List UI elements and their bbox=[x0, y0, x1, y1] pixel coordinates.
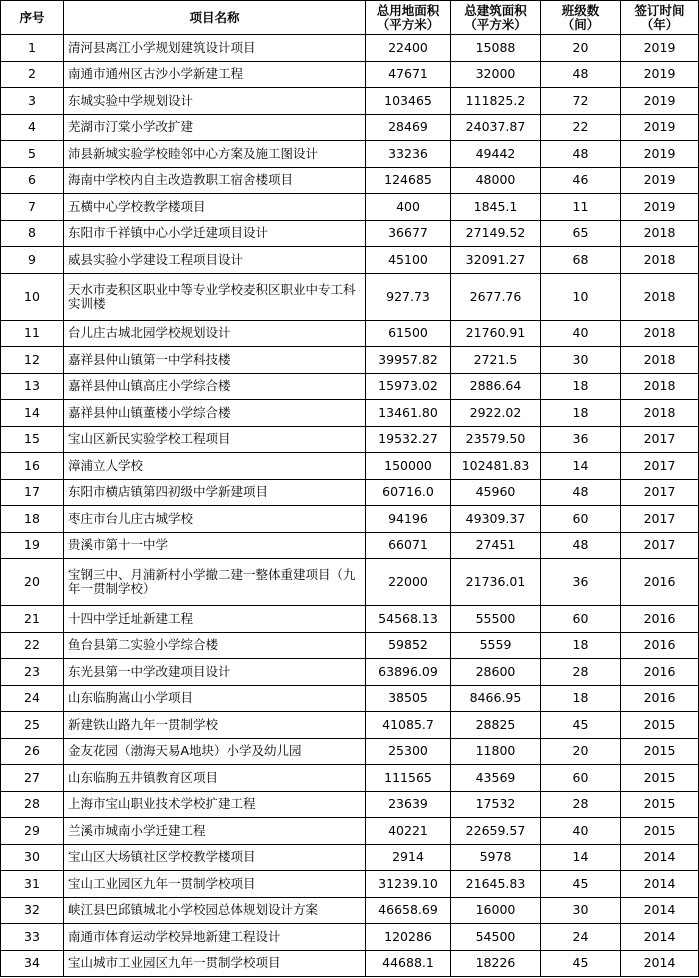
cell-land-area: 47671 bbox=[366, 61, 451, 88]
cell-land-area: 28469 bbox=[366, 114, 451, 141]
table-row bbox=[1, 114, 699, 141]
cell-build-area: 43569 bbox=[451, 765, 541, 792]
cell-build-area: 49442 bbox=[451, 141, 541, 168]
cell-year: 2017 bbox=[621, 479, 699, 506]
cell-name: 嘉祥县仲山镇第一中学科技楼 bbox=[64, 347, 366, 374]
cell-build-area: 21736.01 bbox=[451, 559, 541, 606]
cell-year: 2019 bbox=[621, 194, 699, 221]
table-row bbox=[1, 765, 699, 792]
cell-no: 26 bbox=[1, 738, 64, 765]
table-row bbox=[1, 606, 699, 633]
cell-name: 宝山区大场镇社区学校教学楼项目 bbox=[64, 844, 366, 871]
cell-name: 嘉祥县仲山镇董楼小学综合楼 bbox=[64, 400, 366, 427]
cell-build-area: 5978 bbox=[451, 844, 541, 871]
cell-classes: 46 bbox=[541, 167, 621, 194]
cell-land-area: 22000 bbox=[366, 559, 451, 606]
cell-classes: 18 bbox=[541, 373, 621, 400]
cell-land-area: 120286 bbox=[366, 924, 451, 951]
cell-land-area: 36677 bbox=[366, 220, 451, 247]
cell-name: 枣庄市台儿庄古城学校 bbox=[64, 506, 366, 533]
cell-no: 5 bbox=[1, 141, 64, 168]
cell-no: 4 bbox=[1, 114, 64, 141]
cell-no: 14 bbox=[1, 400, 64, 427]
cell-year: 2019 bbox=[621, 35, 699, 62]
cell-land-area: 15973.02 bbox=[366, 373, 451, 400]
cell-build-area: 2721.5 bbox=[451, 347, 541, 374]
cell-classes: 65 bbox=[541, 220, 621, 247]
table-row bbox=[1, 220, 699, 247]
cell-build-area: 17532 bbox=[451, 791, 541, 818]
table-row bbox=[1, 818, 699, 845]
cell-build-area: 15088 bbox=[451, 35, 541, 62]
table-row bbox=[1, 924, 699, 951]
cell-land-area: 61500 bbox=[366, 320, 451, 347]
table-row bbox=[1, 632, 699, 659]
cell-land-area: 22400 bbox=[366, 35, 451, 62]
cell-no: 30 bbox=[1, 844, 64, 871]
cell-no: 27 bbox=[1, 765, 64, 792]
cell-classes: 22 bbox=[541, 114, 621, 141]
cell-year: 2014 bbox=[621, 871, 699, 898]
cell-land-area: 23639 bbox=[366, 791, 451, 818]
cell-classes: 36 bbox=[541, 559, 621, 606]
cell-name: 嘉祥县仲山镇高庄小学综合楼 bbox=[64, 373, 366, 400]
header-build-area: 总建筑面积 （平方米） bbox=[451, 1, 541, 35]
table-row bbox=[1, 506, 699, 533]
cell-year: 2018 bbox=[621, 400, 699, 427]
cell-land-area: 66071 bbox=[366, 532, 451, 559]
cell-year: 2017 bbox=[621, 506, 699, 533]
cell-classes: 18 bbox=[541, 685, 621, 712]
cell-year: 2014 bbox=[621, 844, 699, 871]
cell-land-area: 927.73 bbox=[366, 273, 451, 320]
cell-year: 2018 bbox=[621, 347, 699, 374]
cell-name: 山东临朐嵩山小学项目 bbox=[64, 685, 366, 712]
cell-classes: 18 bbox=[541, 400, 621, 427]
cell-build-area: 28825 bbox=[451, 712, 541, 739]
cell-build-area: 1845.1 bbox=[451, 194, 541, 221]
cell-land-area: 46658.69 bbox=[366, 897, 451, 924]
cell-build-area: 21760.91 bbox=[451, 320, 541, 347]
cell-no: 20 bbox=[1, 559, 64, 606]
cell-no: 6 bbox=[1, 167, 64, 194]
cell-land-area: 63896.09 bbox=[366, 659, 451, 686]
cell-no: 2 bbox=[1, 61, 64, 88]
cell-build-area: 5559 bbox=[451, 632, 541, 659]
cell-no: 16 bbox=[1, 453, 64, 480]
cell-no: 31 bbox=[1, 871, 64, 898]
cell-build-area: 2886.64 bbox=[451, 373, 541, 400]
cell-no: 13 bbox=[1, 373, 64, 400]
cell-name: 上海市宝山职业技术学校扩建工程 bbox=[64, 791, 366, 818]
cell-classes: 30 bbox=[541, 347, 621, 374]
cell-no: 22 bbox=[1, 632, 64, 659]
cell-build-area: 111825.2 bbox=[451, 88, 541, 115]
table-row bbox=[1, 373, 699, 400]
cell-build-area: 27451 bbox=[451, 532, 541, 559]
table-row bbox=[1, 479, 699, 506]
cell-no: 3 bbox=[1, 88, 64, 115]
cell-build-area: 32000 bbox=[451, 61, 541, 88]
cell-classes: 40 bbox=[541, 320, 621, 347]
cell-year: 2018 bbox=[621, 247, 699, 274]
cell-name: 五横中心学校教学楼项目 bbox=[64, 194, 366, 221]
table-row bbox=[1, 871, 699, 898]
cell-land-area: 41085.7 bbox=[366, 712, 451, 739]
cell-no: 25 bbox=[1, 712, 64, 739]
header-land-area: 总用地面积 （平方米） bbox=[366, 1, 451, 35]
cell-no: 12 bbox=[1, 347, 64, 374]
cell-name: 天水市麦积区职业中等专业学校麦积区职业中专工科实训楼 bbox=[64, 273, 366, 320]
cell-land-area: 400 bbox=[366, 194, 451, 221]
cell-land-area: 33236 bbox=[366, 141, 451, 168]
cell-year: 2015 bbox=[621, 791, 699, 818]
cell-year: 2019 bbox=[621, 61, 699, 88]
cell-year: 2019 bbox=[621, 141, 699, 168]
cell-classes: 30 bbox=[541, 897, 621, 924]
cell-year: 2014 bbox=[621, 924, 699, 951]
cell-build-area: 18226 bbox=[451, 950, 541, 977]
cell-year: 2015 bbox=[621, 765, 699, 792]
cell-name: 宝山区新民实验学校工程项目 bbox=[64, 426, 366, 453]
cell-classes: 48 bbox=[541, 141, 621, 168]
cell-land-area: 39957.82 bbox=[366, 347, 451, 374]
cell-classes: 28 bbox=[541, 659, 621, 686]
cell-year: 2019 bbox=[621, 88, 699, 115]
cell-year: 2017 bbox=[621, 453, 699, 480]
cell-name: 东城实验中学规划设计 bbox=[64, 88, 366, 115]
cell-name: 兰溪市城南小学迁建工程 bbox=[64, 818, 366, 845]
cell-land-area: 2914 bbox=[366, 844, 451, 871]
cell-build-area: 2677.76 bbox=[451, 273, 541, 320]
cell-no: 9 bbox=[1, 247, 64, 274]
table-row bbox=[1, 532, 699, 559]
cell-name: 宝山工业园区九年一贯制学校项目 bbox=[64, 871, 366, 898]
cell-classes: 48 bbox=[541, 532, 621, 559]
cell-land-area: 150000 bbox=[366, 453, 451, 480]
cell-classes: 60 bbox=[541, 765, 621, 792]
cell-classes: 20 bbox=[541, 35, 621, 62]
cell-name: 南通市体育运动学校异地新建工程设计 bbox=[64, 924, 366, 951]
cell-year: 2018 bbox=[621, 320, 699, 347]
cell-build-area: 45960 bbox=[451, 479, 541, 506]
cell-name: 山东临朐五井镇教育区项目 bbox=[64, 765, 366, 792]
cell-name: 漳浦立人学校 bbox=[64, 453, 366, 480]
cell-no: 29 bbox=[1, 818, 64, 845]
cell-name: 沛县新城实验学校睦邻中心方案及施工图设计 bbox=[64, 141, 366, 168]
header-name: 项目名称 bbox=[64, 1, 366, 35]
cell-no: 24 bbox=[1, 685, 64, 712]
cell-build-area: 21645.83 bbox=[451, 871, 541, 898]
cell-name: 东阳市千祥镇中心小学迁建项目设计 bbox=[64, 220, 366, 247]
table-row bbox=[1, 35, 699, 62]
cell-land-area: 103465 bbox=[366, 88, 451, 115]
cell-build-area: 27149.52 bbox=[451, 220, 541, 247]
cell-land-area: 60716.0 bbox=[366, 479, 451, 506]
cell-build-area: 49309.37 bbox=[451, 506, 541, 533]
cell-no: 15 bbox=[1, 426, 64, 453]
cell-classes: 48 bbox=[541, 479, 621, 506]
table-row bbox=[1, 247, 699, 274]
cell-name: 峡江县巴邱镇城北小学校园总体规划设计方案 bbox=[64, 897, 366, 924]
cell-build-area: 102481.83 bbox=[451, 453, 541, 480]
cell-year: 2017 bbox=[621, 426, 699, 453]
table-row bbox=[1, 88, 699, 115]
cell-land-area: 124685 bbox=[366, 167, 451, 194]
cell-classes: 11 bbox=[541, 194, 621, 221]
cell-name: 南通市通州区古沙小学新建工程 bbox=[64, 61, 366, 88]
cell-year: 2018 bbox=[621, 373, 699, 400]
header-no: 序号 bbox=[1, 1, 64, 35]
cell-year: 2016 bbox=[621, 659, 699, 686]
cell-year: 2015 bbox=[621, 712, 699, 739]
header-year: 签订时间 （年） bbox=[621, 1, 699, 35]
cell-no: 21 bbox=[1, 606, 64, 633]
cell-year: 2019 bbox=[621, 167, 699, 194]
cell-classes: 48 bbox=[541, 61, 621, 88]
cell-year: 2018 bbox=[621, 220, 699, 247]
cell-name: 清河县离江小学规划建筑设计项目 bbox=[64, 35, 366, 62]
cell-classes: 60 bbox=[541, 506, 621, 533]
cell-name: 鱼台县第二实验小学综合楼 bbox=[64, 632, 366, 659]
table-row bbox=[1, 897, 699, 924]
table-row bbox=[1, 685, 699, 712]
cell-build-area: 11800 bbox=[451, 738, 541, 765]
cell-build-area: 8466.95 bbox=[451, 685, 541, 712]
cell-classes: 20 bbox=[541, 738, 621, 765]
cell-build-area: 2922.02 bbox=[451, 400, 541, 427]
cell-year: 2015 bbox=[621, 818, 699, 845]
table-row bbox=[1, 273, 699, 320]
cell-build-area: 24037.87 bbox=[451, 114, 541, 141]
cell-name: 宝钢三中、月浦新村小学撤二建一整体重建项目（九年一贯制学校） bbox=[64, 559, 366, 606]
cell-build-area: 55500 bbox=[451, 606, 541, 633]
cell-no: 23 bbox=[1, 659, 64, 686]
cell-year: 2016 bbox=[621, 685, 699, 712]
cell-land-area: 44688.1 bbox=[366, 950, 451, 977]
cell-land-area: 59852 bbox=[366, 632, 451, 659]
cell-no: 10 bbox=[1, 273, 64, 320]
cell-classes: 45 bbox=[541, 871, 621, 898]
table-row bbox=[1, 659, 699, 686]
cell-classes: 18 bbox=[541, 632, 621, 659]
cell-no: 7 bbox=[1, 194, 64, 221]
cell-name: 东光县第一中学改建项目设计 bbox=[64, 659, 366, 686]
cell-land-area: 13461.80 bbox=[366, 400, 451, 427]
cell-name: 金友花园（渤海天易A地块）小学及幼儿园 bbox=[64, 738, 366, 765]
cell-build-area: 32091.27 bbox=[451, 247, 541, 274]
cell-year: 2014 bbox=[621, 897, 699, 924]
cell-no: 8 bbox=[1, 220, 64, 247]
table-row bbox=[1, 167, 699, 194]
cell-land-area: 45100 bbox=[366, 247, 451, 274]
cell-no: 28 bbox=[1, 791, 64, 818]
cell-year: 2017 bbox=[621, 532, 699, 559]
cell-name: 十四中学迁址新建工程 bbox=[64, 606, 366, 633]
cell-land-area: 19532.27 bbox=[366, 426, 451, 453]
cell-build-area: 22659.57 bbox=[451, 818, 541, 845]
table-row bbox=[1, 453, 699, 480]
cell-build-area: 16000 bbox=[451, 897, 541, 924]
cell-no: 17 bbox=[1, 479, 64, 506]
table-row bbox=[1, 712, 699, 739]
cell-land-area: 94196 bbox=[366, 506, 451, 533]
table-row bbox=[1, 61, 699, 88]
cell-land-area: 31239.10 bbox=[366, 871, 451, 898]
table-row bbox=[1, 400, 699, 427]
cell-land-area: 38505 bbox=[366, 685, 451, 712]
cell-name: 新建铁山路九年一贯制学校 bbox=[64, 712, 366, 739]
cell-classes: 28 bbox=[541, 791, 621, 818]
cell-year: 2015 bbox=[621, 738, 699, 765]
cell-no: 1 bbox=[1, 35, 64, 62]
cell-classes: 14 bbox=[541, 844, 621, 871]
header-classes: 班级数 （间） bbox=[541, 1, 621, 35]
cell-land-area: 40221 bbox=[366, 818, 451, 845]
cell-land-area: 111565 bbox=[366, 765, 451, 792]
table-row bbox=[1, 194, 699, 221]
cell-name: 台儿庄古城北园学校规划设计 bbox=[64, 320, 366, 347]
cell-classes: 72 bbox=[541, 88, 621, 115]
cell-classes: 40 bbox=[541, 818, 621, 845]
cell-name: 海南中学校内自主改造教职工宿舍楼项目 bbox=[64, 167, 366, 194]
cell-no: 19 bbox=[1, 532, 64, 559]
table-row bbox=[1, 320, 699, 347]
cell-name: 宝山城市工业园区九年一贯制学校项目 bbox=[64, 950, 366, 977]
cell-year: 2016 bbox=[621, 559, 699, 606]
cell-name: 芜湖市汀棠小学改扩建 bbox=[64, 114, 366, 141]
table-row bbox=[1, 950, 699, 977]
table-row bbox=[1, 426, 699, 453]
cell-classes: 10 bbox=[541, 273, 621, 320]
cell-classes: 45 bbox=[541, 712, 621, 739]
cell-classes: 45 bbox=[541, 950, 621, 977]
cell-build-area: 48000 bbox=[451, 167, 541, 194]
cell-classes: 36 bbox=[541, 426, 621, 453]
cell-land-area: 54568.13 bbox=[366, 606, 451, 633]
cell-no: 33 bbox=[1, 924, 64, 951]
header-row bbox=[1, 1, 699, 35]
cell-no: 11 bbox=[1, 320, 64, 347]
cell-classes: 60 bbox=[541, 606, 621, 633]
cell-no: 34 bbox=[1, 950, 64, 977]
table-row bbox=[1, 347, 699, 374]
cell-year: 2016 bbox=[621, 606, 699, 633]
table-row bbox=[1, 559, 699, 606]
cell-year: 2019 bbox=[621, 114, 699, 141]
cell-name: 威县实验小学建设工程项目设计 bbox=[64, 247, 366, 274]
cell-name: 贵溪市第十一中学 bbox=[64, 532, 366, 559]
cell-build-area: 23579.50 bbox=[451, 426, 541, 453]
cell-build-area: 54500 bbox=[451, 924, 541, 951]
cell-land-area: 25300 bbox=[366, 738, 451, 765]
cell-build-area: 28600 bbox=[451, 659, 541, 686]
cell-year: 2018 bbox=[621, 273, 699, 320]
cell-name: 东阳市横店镇第四初级中学新建项目 bbox=[64, 479, 366, 506]
table-row bbox=[1, 844, 699, 871]
table-row bbox=[1, 141, 699, 168]
table-row bbox=[1, 791, 699, 818]
cell-year: 2016 bbox=[621, 632, 699, 659]
cell-no: 32 bbox=[1, 897, 64, 924]
cell-classes: 68 bbox=[541, 247, 621, 274]
table-row bbox=[1, 738, 699, 765]
cell-classes: 14 bbox=[541, 453, 621, 480]
cell-classes: 24 bbox=[541, 924, 621, 951]
cell-no: 18 bbox=[1, 506, 64, 533]
cell-year: 2014 bbox=[621, 950, 699, 977]
